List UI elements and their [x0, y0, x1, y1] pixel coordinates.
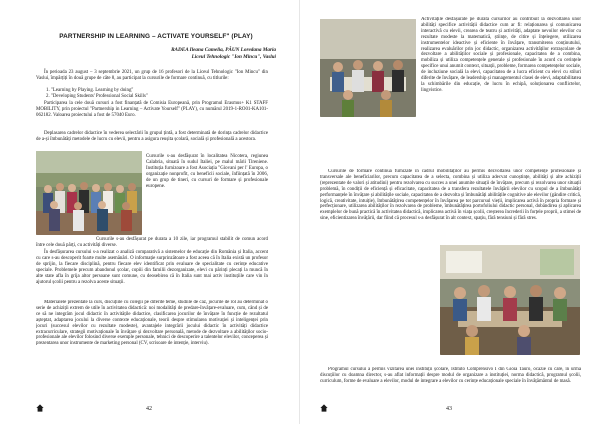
group-photo: [36, 151, 142, 235]
page-number: 42: [146, 406, 152, 412]
classroom-photo-image: [440, 245, 580, 355]
workshop-photo-image: [320, 19, 416, 117]
authors-block: [76, 47, 276, 60]
photo-side-paragraph: Cursurile s-au desfășurat în localitatea Nicotera, regiunea Calabria, situată în sudul Italiei, pe malul mării Tireniene. Instituția furnizoare a fost Asociația "Giovani per l' Europa, o organizație nonprofit, cu beneficii sociale, înființată în 2006, de un grup de tineri, cu cursuri de formare și profesionale europene.: [146, 154, 268, 189]
skills-paragraph: Activitățile desfășurate pe durata cursurilor au contribuit la dezvoltarea unor abilități specifice activității didactice cum ar fi: relaționarea și comunicarea interactivă cu elevii, crearea de teatru și activități, adaptate nevoilor elevilor cu rezultate modeste la matematică, științe, de citire și înțelegere, utilizarea instrumentelor ideactive și eficiente în învățare, transmiterea conținutului, realizarea evaluărilor prin joc didactic, organizarea activităților extrașcolare de dezvoltare a abilităților sociale și profesionale, capacitatea de a combina, mobiliza și utiliza competențele generale și profesionale în acord cu cerințele specifice unui anumit context, situații, probleme, formarea competențelor sociale, de incluziune socială la elevi, capacitatea de a lucra eficient cu elevi cu stiluri diferite de învățare, de leadership și managementul clasei de elevi, adaptabilitatea la schimbările din educație, de lucru în echipă, soluționarea conflictelor, lingvistice.: [421, 17, 581, 93]
home-icon: [36, 404, 44, 412]
home-icon: [320, 404, 328, 412]
intro-paragraph: În perioada 23 august – 3 septembrie 2021, un grup de 16 profesori de la Liceul Tehnologic "Ion Mincu" din Vaslui, împărțiți în două grupe de câte 8, au participat la cursurile de formare continuă, cu titlurile:: [36, 70, 268, 81]
materials-paragraph: Materialele prezentate la curs, discuțiile cu colegii pe diferite teme, studiile de caz, jocurile de rol au determinat o serie de achiziții extrem de utile în activitatea didactică: noi modalități de predare-învățare-evaluare, cum, când și de ce să ne integrăm jocul didactic în activitățile didactice, clasificarea jocurilor de învățare în funcție de rezultatul așteptat, adaptarea jocului la diverse contexte educaționale, teorii despre stimularea motivației și inteligenței prin jocuri (succesul elevilor cu rezultate modeste), avantajele integrării jocului didactic în activități didactice extracurriculare, strategii motivaționale în învățare și dezvoltare personală, metode de dezvoltare a abilităților socio-profesionale ale elevilor folosind diverse exemple personale, tehnici de descoperire a talentelor elevilor, conceperea și prezentarea unor instrumente de marketing personal (CV, scrisoare de intenție, interviu).: [36, 300, 268, 347]
school-visit-paragraph: Programul cursului a permis vizitarea unei instituții școlare, Istituto Comprensivo I din Gioia Tauro, ocazie cu care, în urma discuțiilor cu doamna director, s-au aflat informații despre modul de organizare a instituției, norma didactică, programul școlii, curriculum, forme de evaluare a elevilor, modul de integrare a elevilor cu cerințe educaționale speciale în învățământul de masă.: [320, 367, 581, 384]
author-names: RADEA Ileana Camelia, PĂUN Loredana Maria: [171, 47, 276, 53]
group-photo-image: [36, 151, 142, 235]
duration-paragraph: Cursurile s-au desfășurat pe durata a 10 zile, iar programul stabilit de comun acord între cele două părți, cu activități diverse.: [36, 237, 268, 248]
course-item: 1. "Learning by Playing. Learning by doing": [46, 88, 134, 93]
competences-paragraph: Cursurile de formare continuă furnizate în cadrul mobilităților au permis dezvoltarea unor competențe profesionale și transversale ale beneficiarilor, precum capacitatea de a selecta, combina și utiliza adecvat cunoștințe, abilități și alte achiziții (reprezentate de valori și atitudini) pentru rezolvarea cu succes a unei anumite situații de învățare, precum și rezolvarea unor situații problemă, în condiții de eficiență și eficacitate, capacitatea de a transfera rezultatele învățării elevilor cu scopul de a îmbunătăți performanțele în învățare și abilitățile sociale, capacitatea de a dezvolta și îmbunătăți abilitățile cognitive ale elevilor (gândire critică, logică, creativitate, intuiție), îmbunătățirea competențelor în învățarea pe tot parcursul vieții, implicarea activă în propria formare și perfecționare, utilizarea abilităților în rezolvarea de probleme, îmbunătățirea portofoliului didactic personal, dobândirea și aplicarea exemplelor de bună practică în activitatea didactică, implicarea activă în viața școlii, creșterea încrederii în forțele proprii, a stimei de sine, eficientizarea învățării, dar fiind că procesul s-a desfășurat în alt context, spațiu, fără tensiuni și fără stres.: [320, 169, 581, 222]
right-page: [300, 0, 600, 424]
course-item: 2. "Developing Students' Professional Social Skills": [46, 93, 148, 99]
classroom-photo: [440, 245, 580, 355]
motivation-paragraph: Deplasarea cadrelor didactice în vederea selectării în grupul țintă, a fost determinată de dorința cadrelor didactice de a-și îmbunătăți metodele de lucru cu elevii, pentru a asigura reușita școlară, socială și profesională a acestora.: [36, 131, 268, 142]
funding-paragraph: Participarea la cele două cursuri a fost finanțată de Comisia Europeană, prin Programul Erasmus+ K1 STAFF MOBILITY, prin proiectul "Partnership in Learning – Activate Yourself" (PLAY), cu numărul 2019-1-RO01-KA101-062182. Valoarea proiectului a fost de 57040 Euro.: [36, 101, 268, 118]
workshop-photo: [320, 19, 416, 117]
page-number: 43: [446, 406, 452, 412]
comparison-paragraph: În desfășurarea cursului s-a realizat o analiză comparativă a sistemelor de educație din România și Italia, accent cu care s-au descoperit foarte multe asemănări. O informație surprinzătoare a fost aceea că în Italia există un profesor de sprijin, la fiecare disciplină, pentru fiecare elev identificat prin evaluare de specialitate cu cerințe educative speciale. Problemele precum abandonul școlar, copiii din familii dezorganizate, elevi cu părinți plecați la muncă în alte state afla în grija altor persoane sunt comune, cu deosebirea că în Italia sunt mai activ instituțiile care vin în ajutorul școlii pentru a rezolva aceste situații.: [36, 250, 268, 285]
course-list: [46, 88, 268, 100]
article-title: PARTNERSHIP IN LEARNING – ACTIVATE YOURSELF" (PLAY): [59, 33, 253, 40]
author-institution: Liceul Tehnologic "Ion Mincu", Vaslui: [191, 53, 276, 60]
